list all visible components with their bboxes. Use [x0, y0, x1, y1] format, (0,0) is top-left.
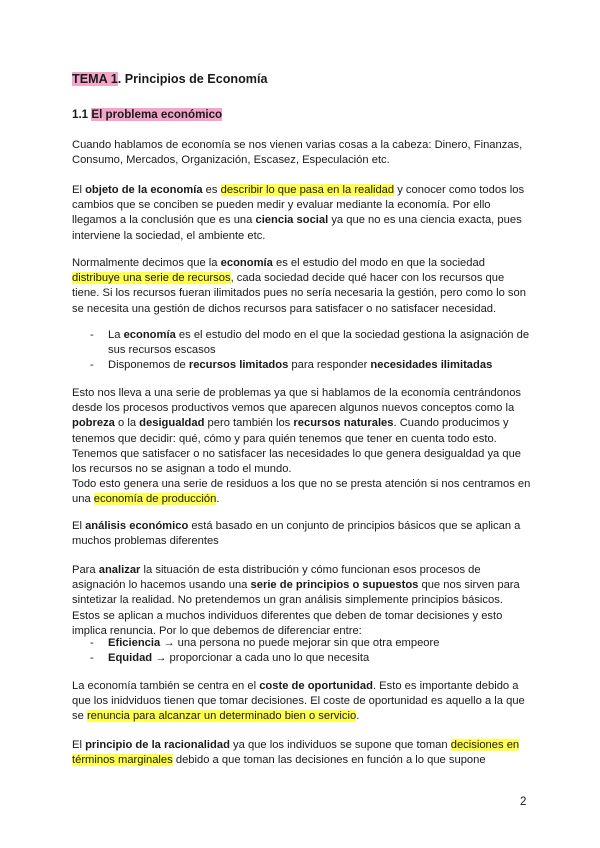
bold-term: coste de oportunidad — [259, 680, 373, 692]
section-number: 1.1 — [72, 108, 92, 121]
text: . Cuando producimos y tenemos que decidir: qué, cómo y para quién tenemos que tener en cuenta todo esto. Tenemos que satisfacer o no satisfacer las necesidades lo que genera desigualdad ya que los recursos no se asignan a todo el mundo. — [72, 417, 522, 476]
text: . — [356, 710, 360, 723]
list-item — [72, 636, 532, 651]
bold-term: desigualdad — [139, 417, 205, 430]
section-heading — [72, 108, 222, 121]
text: El — [72, 739, 86, 751]
text: → una persona no puede mejorar sin que otra empeore — [160, 637, 440, 649]
paragraph-principles — [72, 563, 532, 639]
text: La economía también se centra en el — [72, 680, 260, 692]
bullet-list-concepts — [72, 636, 532, 666]
text: que nos sirven para sintetizar la realidad. No pretendemos un gran análisis simplemente principios básicos. Estos se aplican a muchos individuos diferentes que deben de tomar decisiones y esto implica renuncia. Por lo que debemos de diferenciar entre: — [72, 579, 520, 637]
text: Disponemos de — [108, 359, 189, 372]
text: es — [202, 184, 221, 196]
list-item — [72, 328, 532, 358]
text: o la — [114, 417, 140, 430]
bold-term: serie de principios o supuestos — [250, 579, 419, 592]
bold-term: pobreza — [72, 417, 115, 430]
text: ya que no es una ciencia exacta, pues interviene la sociedad, el ambiente etc. — [72, 214, 522, 242]
text: . — [216, 493, 220, 506]
text: pero también los — [204, 417, 294, 430]
bold-term: economía — [123, 329, 176, 341]
highlight: distribuye una serie de recursos — [72, 272, 231, 285]
bold-term: necesidades ilimitadas — [370, 359, 493, 372]
highlight: economía de producción — [93, 493, 217, 506]
paragraph-problems — [72, 386, 532, 508]
bullet-list-economy — [72, 328, 532, 374]
highlight: describir lo que pasa en la realidad — [220, 184, 395, 196]
text: . Esto es importante debido a que los inidviduos tienen que tomar decisiones. El coste de oportunidad es aquello a la que se — [72, 680, 525, 723]
text: Para — [72, 564, 99, 576]
bold-term: analizar — [98, 564, 141, 576]
text: la situación de esta distribución y cómo funcionan esos procesos de asignación lo hacemos usando una — [72, 564, 481, 592]
bold-term: economía — [220, 257, 273, 269]
text: para responder — [288, 359, 371, 372]
page-title — [72, 72, 267, 86]
highlight: renuncia para alcanzar un determinado bien o servicio — [86, 710, 357, 723]
text: Normalmente decimos que la — [72, 257, 221, 269]
paragraph-object — [72, 183, 532, 244]
text: → proporcionar a cada uno lo que necesita — [152, 652, 370, 665]
bold-term: objeto de la economía — [85, 184, 203, 196]
list-item — [72, 358, 532, 373]
title-suffix: . Principios de Economía — [117, 72, 268, 86]
text: El — [72, 520, 86, 532]
paragraph-definition — [72, 256, 532, 317]
bold-term: recursos limitados — [188, 359, 289, 372]
highlight: decisiones en términos marginales — [72, 739, 520, 767]
text: La — [108, 329, 124, 341]
bold-term: Equidad — [108, 652, 153, 665]
paragraph-rationality — [72, 738, 532, 768]
text: es el estudio del modo en el que la sociedad gestiona la asignación de sus recursos escasos — [108, 329, 530, 357]
bold-term: recursos naturales — [293, 417, 394, 430]
text: , cada sociedad decide qué hacer con los recursos que tiene. Si los recursos fueran ilimitados pues no sería necesaria la gestión, pero como lo son se necesita una gestión de dichos recursos para satisfacer o no satisfacer necesidad. — [72, 272, 526, 315]
text: está basado en un conjunto de principios básicos que se aplican a muchos problemas diferentes — [72, 520, 521, 548]
page-number: 2 — [520, 796, 527, 808]
text: es el estudio del modo en que la sociedad — [272, 257, 485, 269]
bold-term: ciencia social — [255, 214, 329, 227]
text: ya que los individuos se supone que toman — [229, 739, 451, 751]
text: debido a que toman las decisiones en función a lo que supone — [172, 754, 486, 767]
text: Todo esto genera una serie de residuos a los que no se presta atención si nos centramos en una — [72, 478, 531, 506]
title-prefix: TEMA 1 — [72, 72, 118, 86]
bold-term: análisis económico — [85, 520, 189, 532]
list-item — [72, 651, 532, 666]
paragraph-intro: Cuando hablamos de economía se nos vienen varias cosas a la cabeza: Dinero, Finanzas, Consumo, Mercados, Organización, Escasez, Especulación etc. — [72, 139, 523, 167]
bold-term: principio de la racionalidad — [85, 739, 230, 751]
section-title: El problema económico — [91, 108, 223, 121]
text: y conocer como todos los cambios que se conciben se pueden medir y evaluar mediante la economía. Por ello llegamos a la conclusión que es una — [72, 184, 525, 227]
paragraph-analysis — [72, 519, 532, 549]
text: Esto nos lleva a una serie de problemas ya que si hablamos de la economía centrándonos desde los procesos productivos vemos que aparecen algunos nuevos conceptos como la — [72, 387, 522, 415]
paragraph-opportunity-cost — [72, 679, 532, 725]
text: El — [72, 184, 86, 196]
bold-term: Eficiencia — [108, 637, 161, 649]
